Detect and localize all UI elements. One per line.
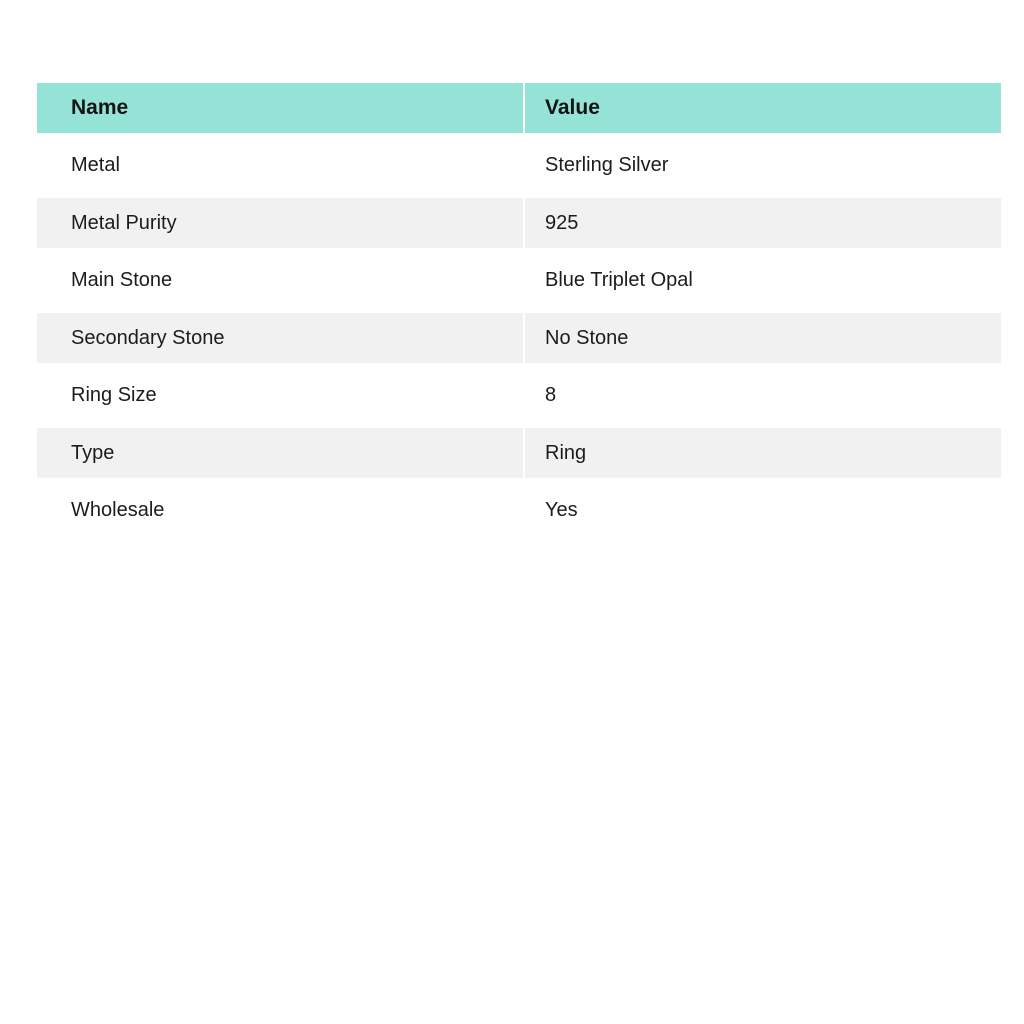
column-header-name: Name: [37, 83, 523, 133]
table-row: [37, 428, 1001, 478]
table-row: [37, 363, 1001, 428]
row-label: Main Stone: [37, 248, 523, 313]
row-value: Yes: [525, 478, 1001, 543]
column-header-value: Value: [525, 83, 1001, 133]
row-value: No Stone: [525, 313, 1001, 363]
row-value: Sterling Silver: [525, 133, 1001, 198]
row-label: Ring Size: [37, 363, 523, 428]
row-value: Blue Triplet Opal: [525, 248, 1001, 313]
product-spec-table: [37, 83, 1001, 543]
table-row: [37, 248, 1001, 313]
row-value: Ring: [525, 428, 1001, 478]
row-label: Secondary Stone: [37, 313, 523, 363]
table-row: [37, 313, 1001, 363]
table-header-row: [37, 83, 1001, 133]
row-label: Type: [37, 428, 523, 478]
table-row: [37, 478, 1001, 543]
table-row: [37, 133, 1001, 198]
row-label: Metal: [37, 133, 523, 198]
table-row: [37, 198, 1001, 248]
row-value: 925: [525, 198, 1001, 248]
row-value: 8: [525, 363, 1001, 428]
row-label: Wholesale: [37, 478, 523, 543]
row-label: Metal Purity: [37, 198, 523, 248]
